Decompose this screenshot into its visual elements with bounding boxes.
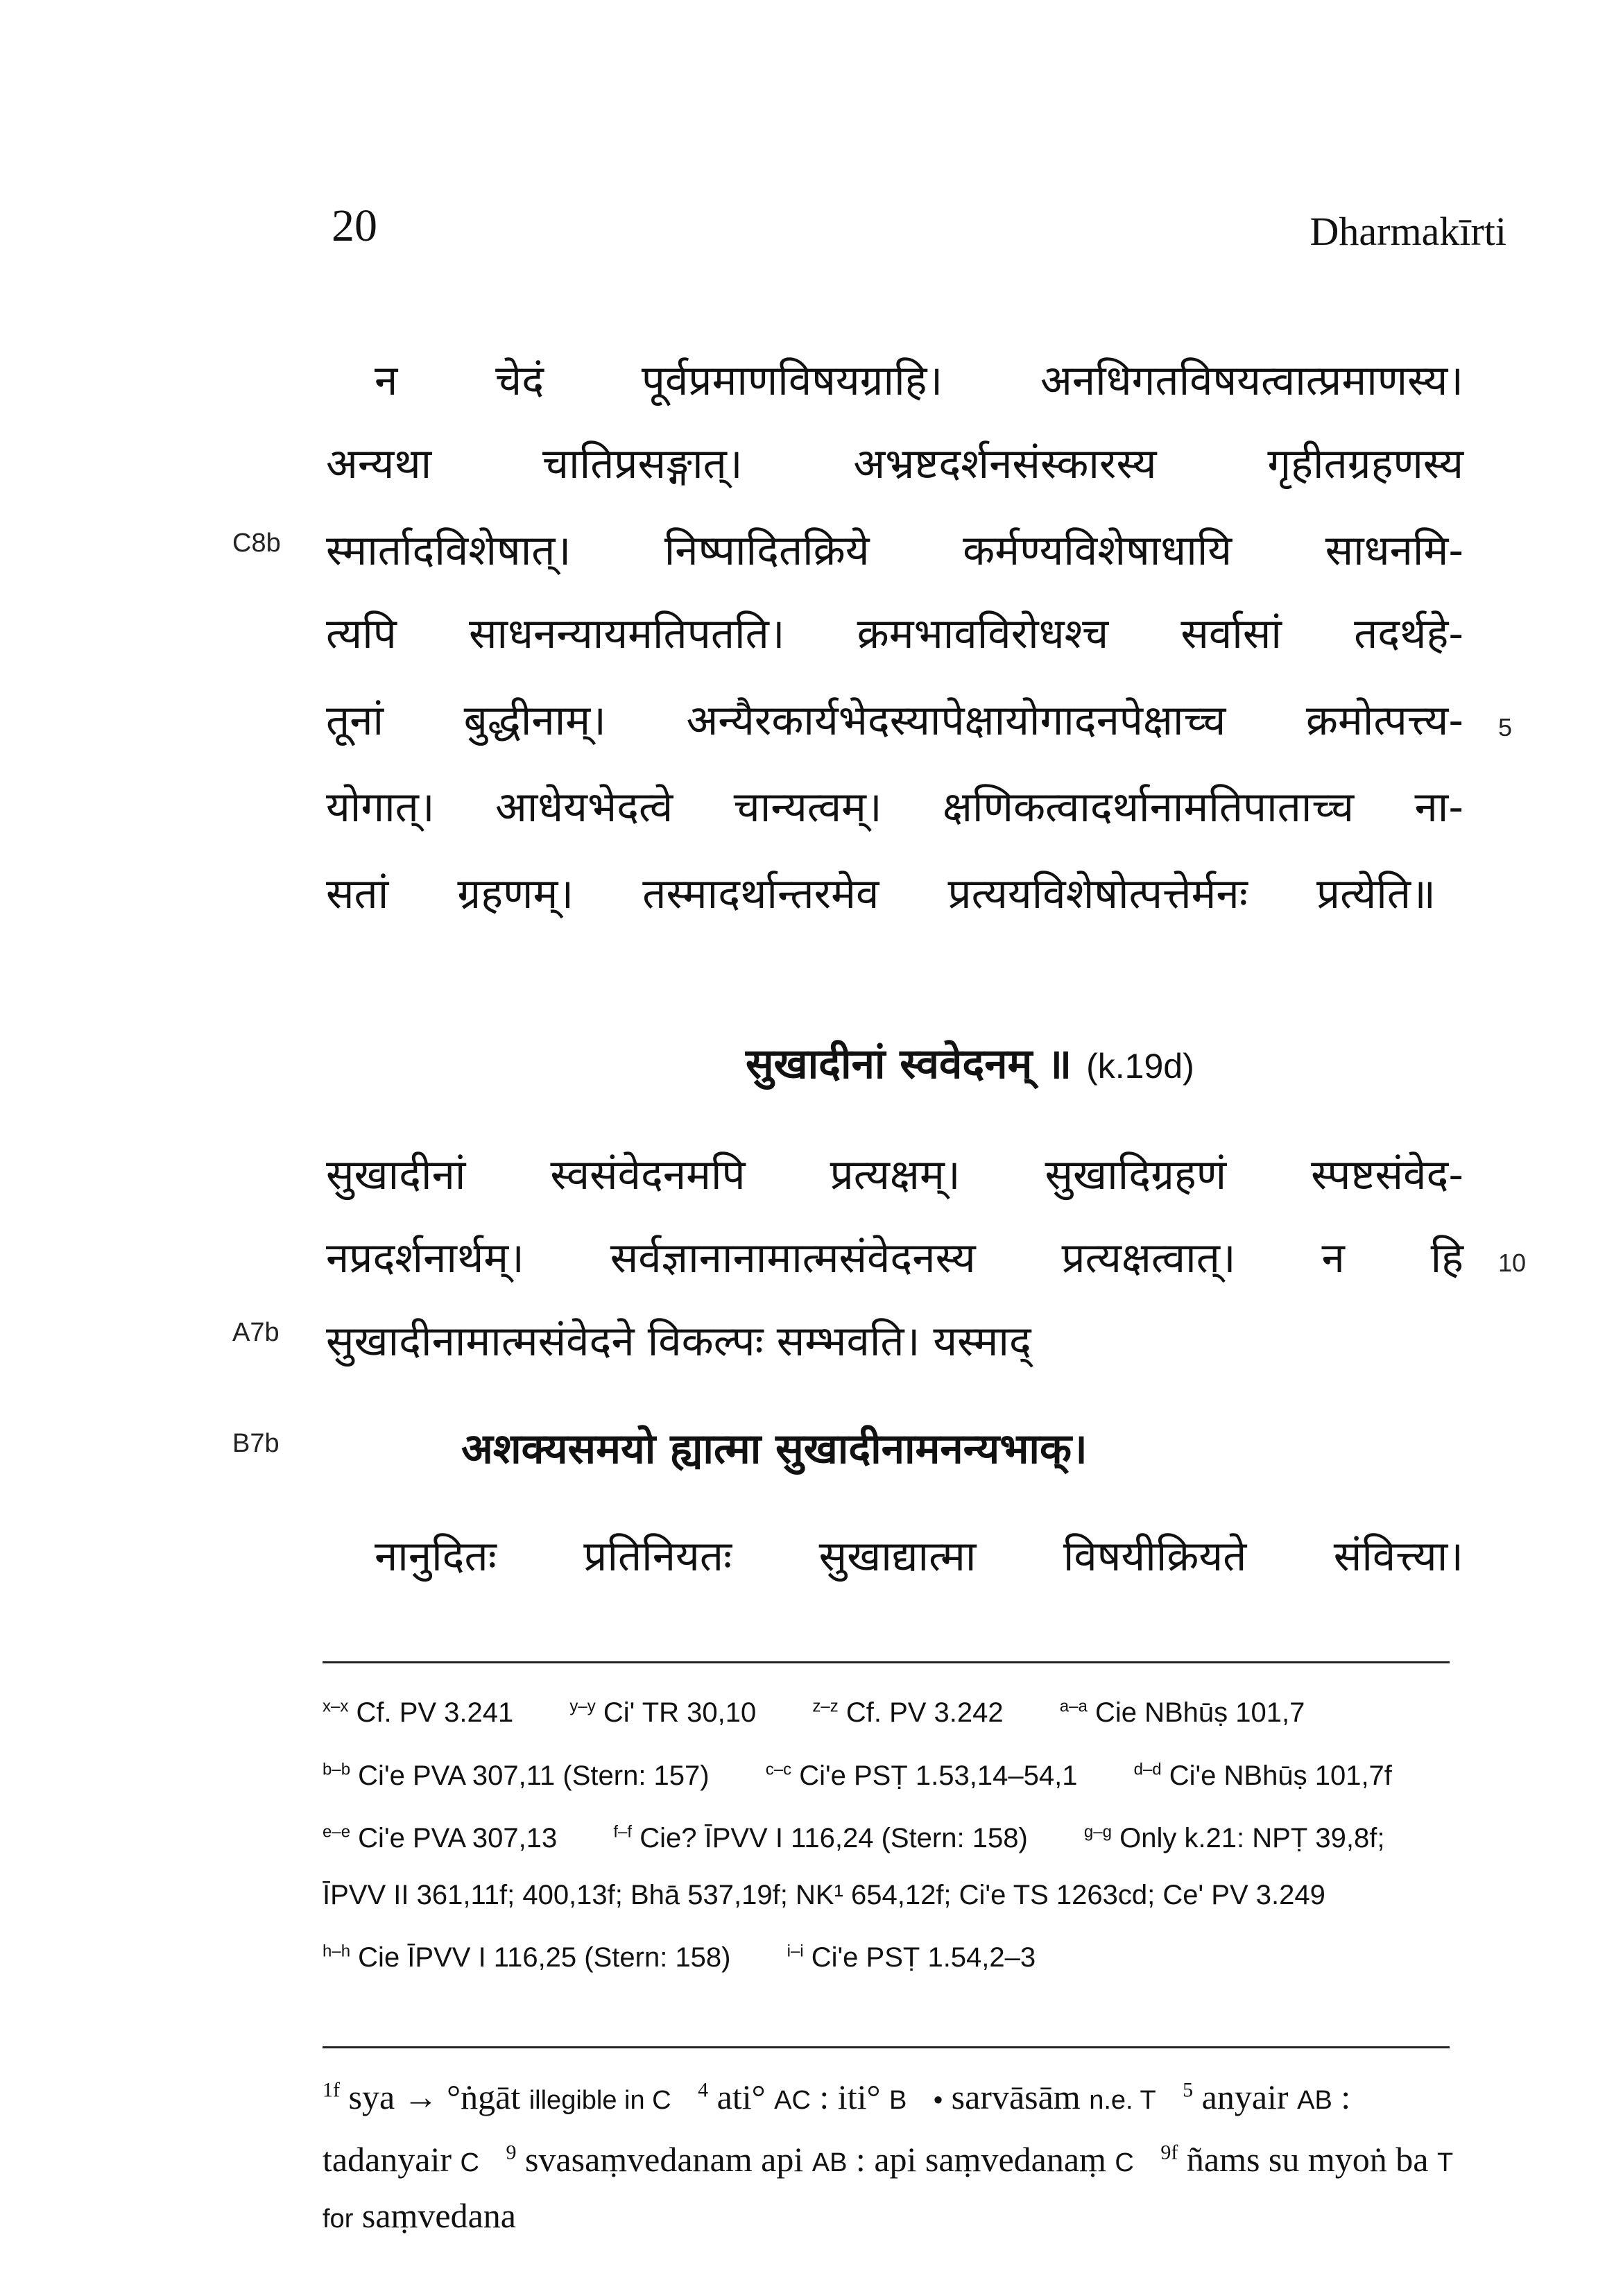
line-number-10: 10: [1498, 1249, 1527, 1277]
critical-note: $^4$ ati° AC : iti° B: [698, 2077, 907, 2116]
paragraph1-line-7: सतां ग्रहणम्। तस्मादर्थान्तरमेव प्रत्ययविशेषोत्पत्तेर्मनः प्रत्येति॥: [326, 870, 1436, 918]
margin-siglum-a7b: A7b: [232, 1318, 280, 1347]
apparatus-entry: $^{y-y}$ Ci' TR 30,10: [569, 1697, 757, 1729]
verse-19d: [746, 1034, 1194, 1090]
apparatus-entry: $^{z-z}$ Cf. PV 3.242: [812, 1697, 1004, 1729]
critical-note: $^5$ anyair AB : tadanyair C: [323, 2077, 1351, 2179]
apparatus-entry: $^{d-d}$ Ci'e NBhūṣ 101,7f: [1133, 1760, 1392, 1791]
testimonia-apparatus: [323, 1679, 1453, 1986]
apparatus-entry: $^{a-a}$ Cie NBhūṣ 101,7: [1059, 1697, 1305, 1729]
apparatus-rule: [323, 1661, 1450, 1663]
critical-apparatus: [323, 2064, 1453, 2245]
margin-siglum-b7b: B7b: [232, 1429, 280, 1458]
apparatus-entry: $^{e-e}$ Ci'e PVA 307,13: [323, 1822, 558, 1853]
running-head: Dharmakīrti: [1309, 209, 1506, 254]
paragraph1-line-3: स्मार्तादविशेषात्। निष्पादितक्रिये कर्मण्यविशेषाधायि साधनमि-: [326, 526, 1463, 575]
critical-note: • sarvāsām n.e. T: [933, 2077, 1156, 2116]
paragraph2-line-3: सुखादीनामात्मसंवेदने विकल्पः सम्भवति। यस्माद्: [326, 1317, 1031, 1366]
line-number-5: 5: [1498, 713, 1513, 742]
paragraph1-line-5: तूनां बुद्धीनाम्। अन्यैरकार्यभेदस्यापेक्षायोगादनपेक्षाच्च क्रमोत्पत्त्य-: [326, 696, 1463, 745]
paragraph1-line-1: न चेदं पूर्वप्रमाणविषयग्राहि। अनधिगतविषयत्वात्प्रमाणस्य।: [375, 357, 1463, 405]
paragraph1-line-2: अन्यथा चातिप्रसङ्गात्। अभ्रष्टदर्शनसंस्कारस्य गृहीतग्रहणस्य: [326, 440, 1463, 488]
apparatus-entry: $^{i-i}$ Ci'e PSṬ 1.54,2–3: [787, 1942, 1036, 1973]
apparatus-entry: $^{b-b}$ Ci'e PVA 307,11 (Stern: 157): [323, 1760, 710, 1791]
apparatus-entry: $^{x-x}$ Cf. PV 3.241: [323, 1697, 514, 1729]
apparatus-entry: $^{g-g}$ Only k.21: NPṬ 39,8f; ĪPVV II 361,11f; 400,13f; Bhā 537,19f; NK¹ 654,12f; Ci'e TS 1263cd; Ce' PV 3.249: [323, 1822, 1385, 1910]
verse-20: अशक्यसमयो ह्यात्मा सुखादीनामनन्यभाक्।: [461, 1425, 1088, 1473]
critical-note: $^{1f}$ sya → °ṅgāt illegible in C: [323, 2077, 671, 2116]
paragraph1-line-6: योगात्। आधेयभेदत्वे चान्यत्वम्। क्षणिकत्वादर्थानामतिपाताच्च ना-: [326, 783, 1463, 832]
critical-apparatus-rule: [323, 2046, 1450, 2048]
critical-note: $^9$ svasaṃvedanam api AB : api saṃvedanaṃ C: [506, 2140, 1134, 2179]
page-number: 20: [332, 200, 377, 251]
paragraph3-line-1: नानुदितः प्रतिनियतः सुखाद्यात्मा विषयीक्रियते संवित्त्या।: [375, 1532, 1463, 1581]
apparatus-entry: $^{h-h}$ Cie ĪPVV I 116,25 (Stern: 158): [323, 1942, 731, 1973]
critical-note: $^{9f}$ ñams su myoṅ ba T for saṃvedana: [323, 2140, 1453, 2236]
paragraph2-line-2: नप्रदर्शनार्थम्। सर्वज्ञानानामात्मसंवेदनस्य प्रत्यक्षत्वात्। न हि: [326, 1234, 1463, 1283]
apparatus-entry: $^{f-f}$ Cie? ĪPVV I 116,24 (Stern: 158): [613, 1822, 1028, 1853]
paragraph1-line-4: त्यपि साधनन्यायमतिपतति। क्रमभावविरोधश्च सर्वासां तदर्थहे-: [326, 610, 1463, 658]
paragraph2-line-1: सुखादीनां स्वसंवेदनमपि प्रत्यक्षम्। सुखादिग्रहणं स्पष्टसंवेद-: [326, 1151, 1463, 1199]
apparatus-entry: $^{c-c}$ Ci'e PSṬ 1.53,14–54,1: [765, 1760, 1078, 1791]
verse-19d-text: सुखादीनां स्ववेदनम् ॥: [746, 1040, 1072, 1088]
verse-19d-reference: (k.19d): [1086, 1047, 1194, 1086]
margin-siglum-c8b: C8b: [232, 529, 281, 558]
